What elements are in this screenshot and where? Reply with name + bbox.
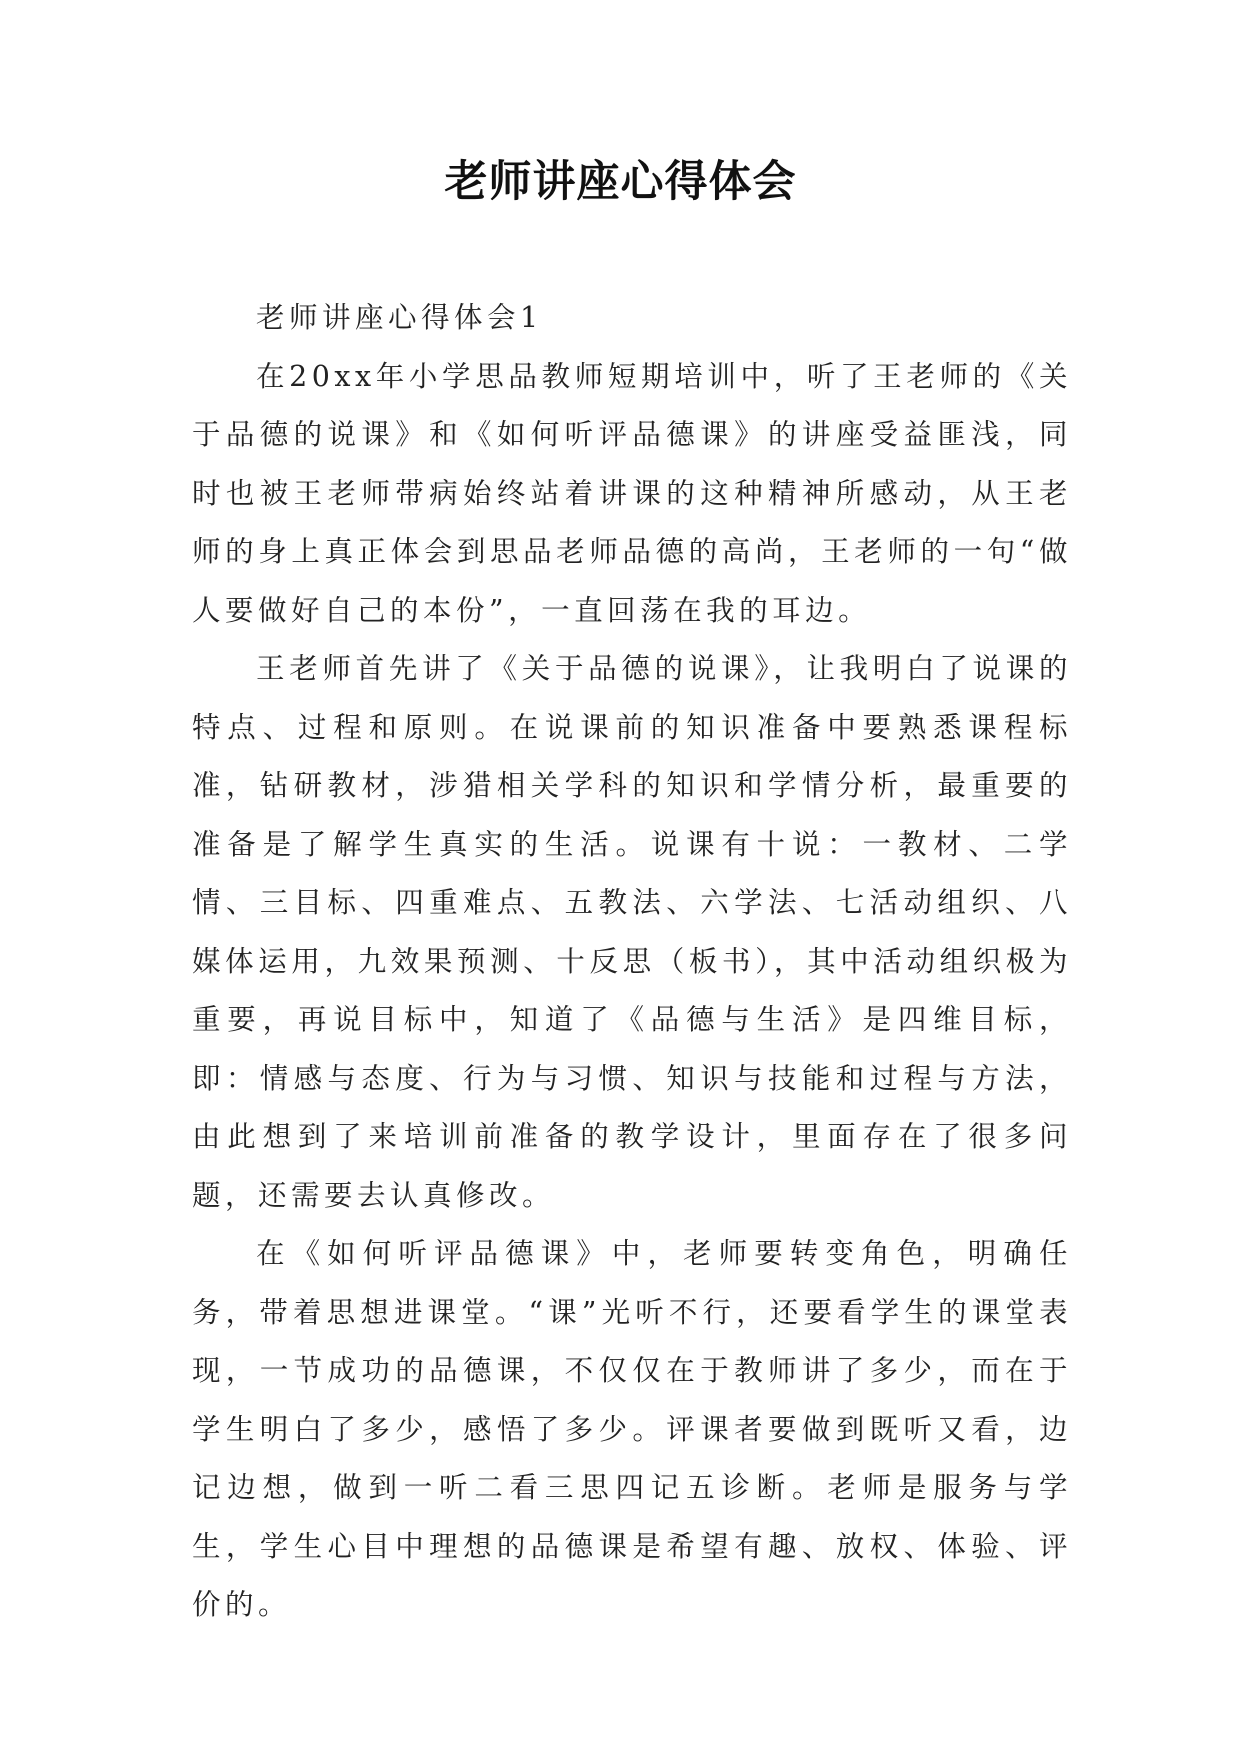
paragraph: 在20xx年小学思品教师短期培训中，听了王老师的《关于品德的说课》和《如何听评品德课》的讲座受益匪浅，同时也被王老师带病始终站着讲课的这种精神所感动，从王老师的身上真正体会到思品老师品德的高尚，王老师的一句“做人要做好自己的本份”，一直回荡在我的耳边。 [192, 359, 1072, 627]
document-title: 老师讲座心得体会 [444, 157, 797, 207]
section-heading: 老师讲座心得体会1 [256, 301, 543, 334]
paragraph: 在《如何听评品德课》中，老师要转变角色，明确任务，带着思想进课堂。“课”光听不行，还要看学生的课堂表现，一节成功的品德课，不仅仅在于教师讲了多少，而在于学生明白了多少，感悟了多少。评课者要做到既听又看，边记边想，做到一听二看三思四记五诊断。老师是服务与学生，学生心目中理想的品德课是希望有趣、放权、体验、评价的。 [192, 1237, 1072, 1621]
paragraph: 王老师首先讲了《关于品德的说课》，让我明白了说课的特点、过程和原则。在说课前的知识准备中要熟悉课程标准，钻研教材，涉猎相关学科的知识和学情分析，最重要的准备是了解学生真实的生活。说课有十说：一教材、二学情、三目标、四重难点、五教法、六学法、七活动组织、八媒体运用，九效果预测、十反思（板书），其中活动组织极为重要，再说目标中，知道了《品德与生活》是四维目标，即：情感与态度、行为与习惯、知识与技能和过程与方法，由此想到了来培训前准备的教学设计，里面存在了很多问题，还需要去认真修改。 [192, 652, 1072, 1212]
document-body [192, 289, 1072, 1635]
